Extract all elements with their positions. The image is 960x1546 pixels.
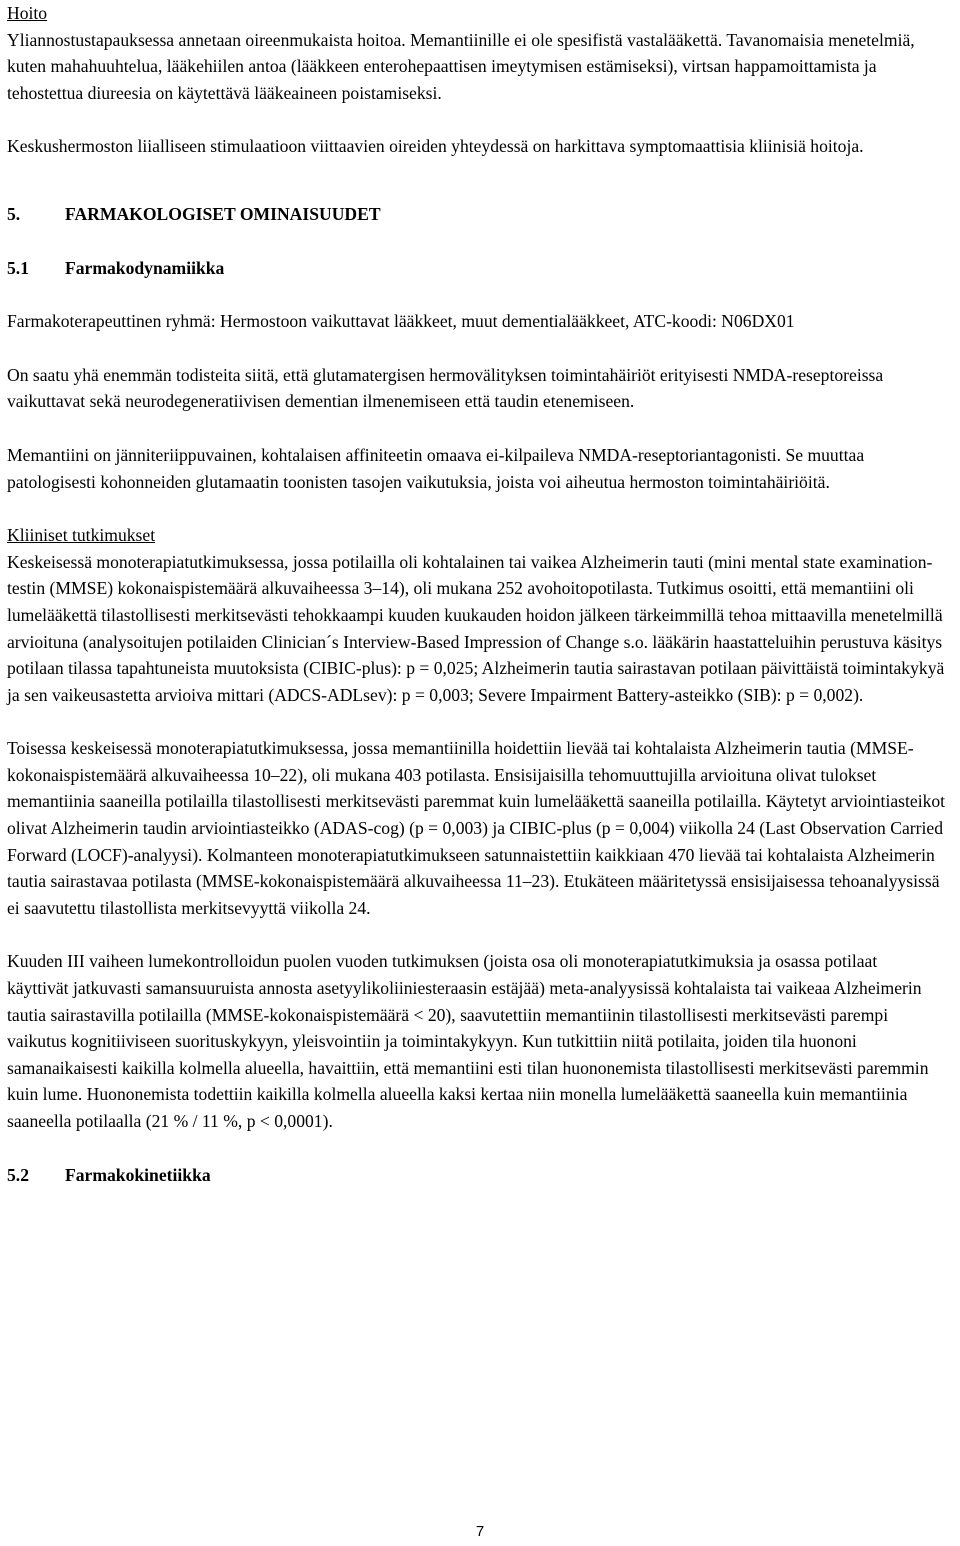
section-number: 5.1 <box>7 257 29 278</box>
page-number: 7 <box>475 1523 485 1540</box>
section-number: 5.2 <box>7 1164 29 1185</box>
section-heading-hoito: Hoito <box>7 3 48 23</box>
paragraph-study-2: Toisessa keskeisessä monoterapiatutkimuksessa, jossa memantiinilla hoidettiin lievää tai kohtalaista Alzheimerin tautia (MMSE-kokonaispistemäärä alkuvaiheessa 10–22), oli mukana 403 potilasta. Ensisijaisilla tehomuuttujilla arvioituna olivat tulokset memantiinia saaneilla potilailla tilastollisesti merkitsevästi paremmat kuin lumelääkettä saaneilla potilailla. Käytetyt arviointiasteikot olivat Alzheimerin taudin arviointiasteikko (ADAS-cog) (p = 0,003) ja CIBIC-plus (p = 0,004) viikolla 24 (Last Observation Carried Forward (LOCF)-analyysi). Kolmanteen monoterapiatutkimukseen satunnaistettiin kaikkiaan 470 lievää tai kohtalaista Alzheimerin tautia sairastavaa potilasta (MMSE-kokonaispistemäärä alkuvaiheessa 11–23). Etukäteen määritetyssä ensisijaisessa tehoanalyysissä ei saavutettu tilastollista merkitsevyyttä viikolla 24. <box>7 738 946 918</box>
section-title: FARMAKOLOGISET OMINAISUUDET <box>65 203 381 224</box>
document-page <box>7 0 957 1188</box>
paragraph-memantine: Memantiini on jänniteriippuvainen, kohtalaisen affiniteetin omaava ei-kilpaileva NMDA-reseptoriantagonisti. Se muuttaa patologisesti kohonneiden glutamaatin toonisten tasojen vaikutuksia, joista voi aiheutua hermoston toimintahäiriöitä. <box>7 444 865 492</box>
section-title: Farmakodynamiikka <box>65 257 225 278</box>
section-heading-kliiniset: Kliiniset tutkimukset <box>7 525 156 546</box>
paragraph-hoito-2: Keskushermoston liialliseen stimulaatioon viittaavien oireiden yhteydessä on harkittava symptomaattisia kliinisiä hoitoja. <box>7 136 864 157</box>
paragraph-hoito-1: Yliannostustapauksessa annetaan oireenmukaista hoitoa. Memantiinille ei ole spesifistä vastalääkettä. Tavanomaisia menetelmiä, kuten mahahuuhtelua, lääkehiilen antoa (lääkkeen enterohepaattisen imeytymisen estämiseksi), virtsan happamoittamista ja tehostettua diureesia on käytettävä lääkeaineen poistamiseksi. <box>7 29 915 103</box>
section-number: 5. <box>7 203 21 224</box>
section-title: Farmakokinetiikka <box>65 1164 211 1185</box>
paragraph-meta-analysis: Kuuden III vaiheen lumekontrolloidun puolen vuoden tutkimuksen (joista osa oli monoterapiatutkimuksia ja osassa potilaat käyttivät jatkuvasti samansuuruista annosta asetyylikoliiniesteraasin estäjää) meta-analyysissä kohtalaista tai vaikeaa Alzheimerin tautia sairastavilla potilailla (MMSE-kokonaispistemäärä < 20), saavutettiin memantiinin tilastollisesti merkitsevästi parempi vaikutus kognitiiviseen suorituskykyyn, yleisvointiin ja toimintakykyyn. Kun tutkittiin niitä potilaita, joiden tila huononi samanaikaisesti kaikilla kolmella alueella, havaittiin, että memantiini esti tilan huononemista tilastollisesti merkitsevästi paremmin kuin lume. Huononemista todettiin kaikilla kolmella alueella kaksi kertaa niin monella lumelääkettä saaneella kuin memantiinia saaneella potilaalla (21 % / 11 %, p < 0,0001). <box>7 951 929 1131</box>
section-heading-5-2 <box>7 1162 957 1189</box>
paragraph-atc: Farmakoterapeuttinen ryhmä: Hermostoon vaikuttavat lääkkeet, muut dementialääkkeet, ATC-koodi: N06DX01 <box>7 311 795 332</box>
section-heading-5-1 <box>7 255 957 282</box>
paragraph-study-1: Keskeisessä monoterapiatutkimuksessa, jossa potilailla oli kohtalainen tai vaikea Alzheimerin tauti (mini mental state examination-testin (MMSE) kokonaispistemäärä alkuvaiheessa 3–14), oli mukana 252 avohoitopotilasta. Tutkimus osoitti, että memantiini oli lumelääkettä tilastollisesti merkitsevästi tehokkaampi kuuden kuukauden hoidon jälkeen tärkeimmillä tehoa mittaavilla menetelmillä arvioituna (analysoitujen potilaiden Clinician´s Interview-Based Impression of Change s.o. lääkärin haastatteluihin perustuva käsitys potilaan tilassa tapahtuneista muutoksista (CIBIC-plus): p = 0,025; Alzheimerin tautia sairastavan potilaan päivittäistä toimintakykyä ja sen vaikeusastetta arvioiva mittari (ADCS-ADLsev): p = 0,003; Severe Impairment Battery-asteikko (SIB): p = 0,002). <box>7 551 945 705</box>
paragraph-glutamate: On saatu yhä enemmän todisteita siitä, että glutamatergisen hermovälityksen toimintahäiriöt erityisesti NMDA-reseptoreissa vaikuttavat sekä neurodegeneratiivisen dementian ilmenemiseen että taudin etenemiseen. <box>7 364 884 412</box>
section-heading-5 <box>7 201 957 228</box>
